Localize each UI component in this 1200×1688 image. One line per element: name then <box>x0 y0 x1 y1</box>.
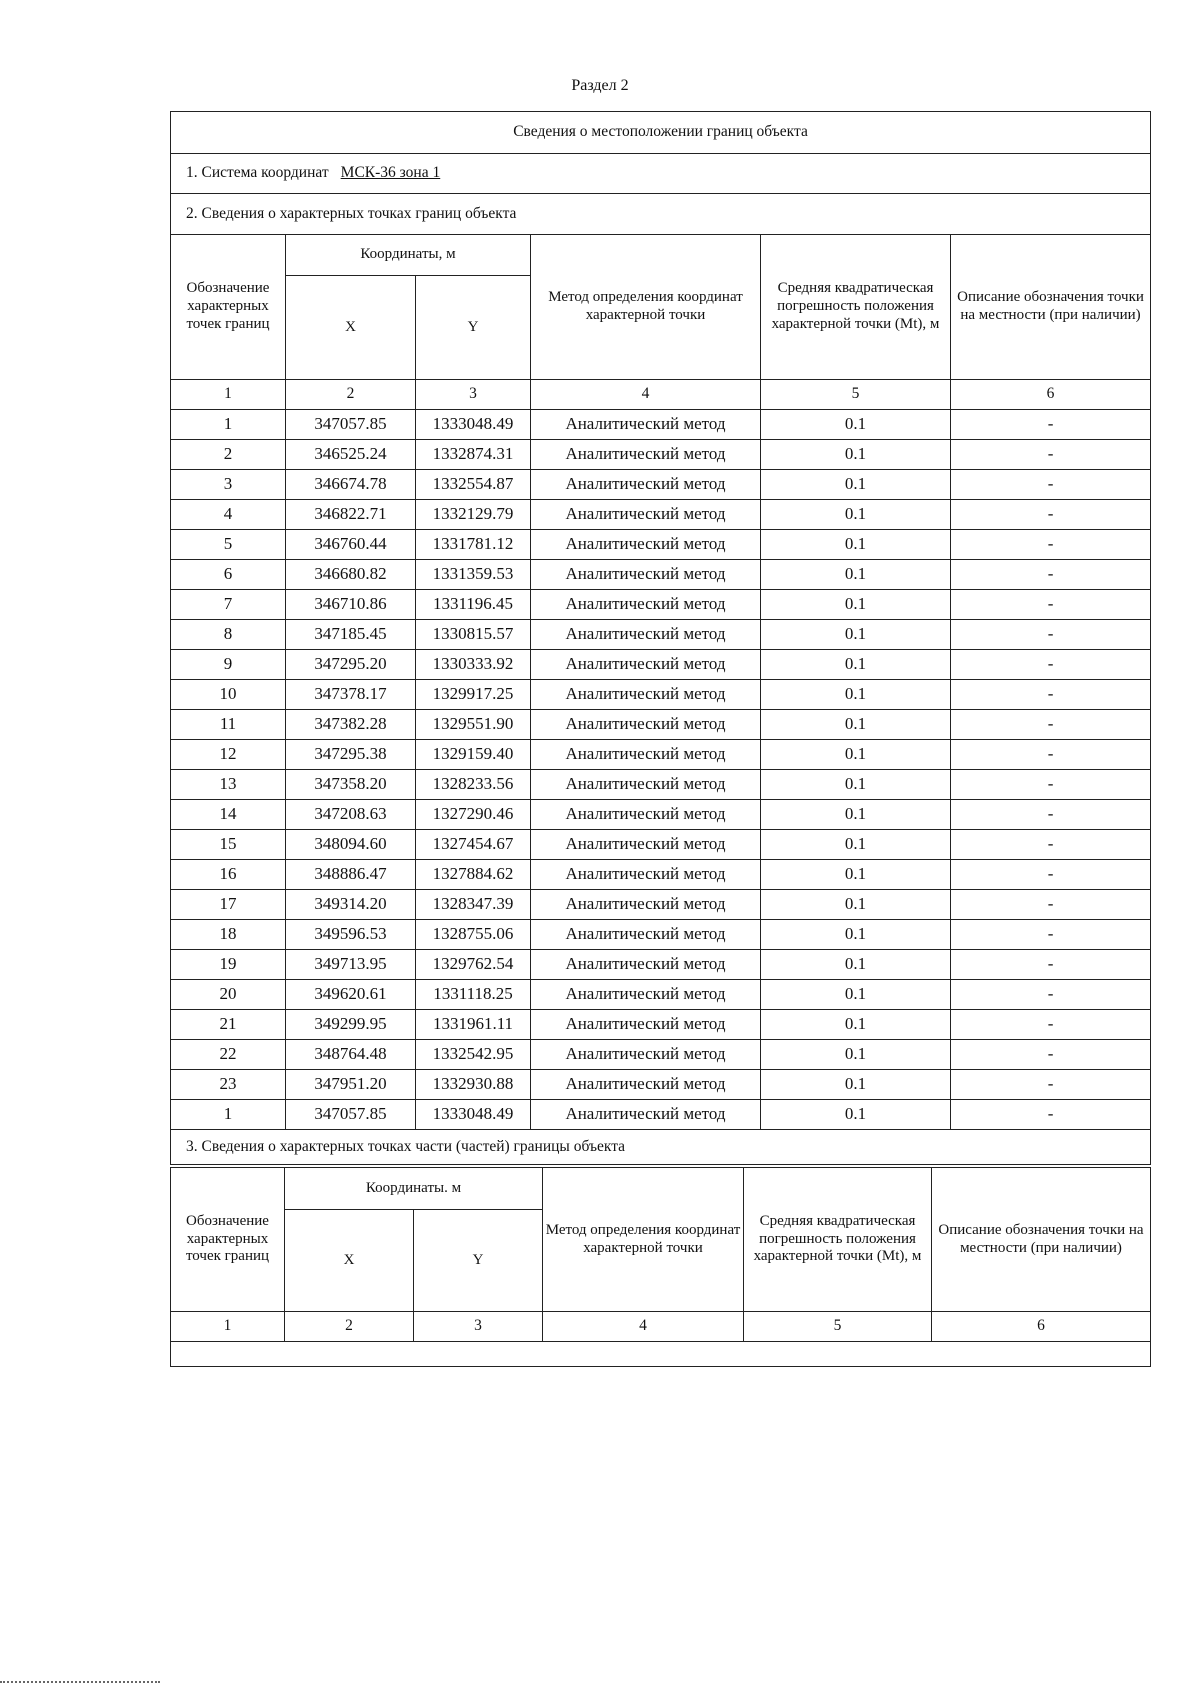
s3-column-number: 5 <box>744 1312 932 1342</box>
row-description: - <box>951 500 1151 530</box>
row-method: Аналитический метод <box>531 500 761 530</box>
table-row <box>171 1070 1151 1100</box>
row-x: 348764.48 <box>286 1040 416 1070</box>
header-description: Описание обозначения точки на местности (при наличии) <box>951 235 1151 380</box>
row-method: Аналитический метод <box>531 560 761 590</box>
row-point: 16 <box>171 860 286 890</box>
row-x: 348886.47 <box>286 860 416 890</box>
row-x: 346710.86 <box>286 590 416 620</box>
row-description: - <box>951 1100 1151 1130</box>
row-x: 346674.78 <box>286 470 416 500</box>
row-description: - <box>951 740 1151 770</box>
row-point: 17 <box>171 890 286 920</box>
row-mt: 0.1 <box>761 980 951 1010</box>
row-description: - <box>951 770 1151 800</box>
row-y: 1333048.49 <box>416 410 531 440</box>
row-y: 1327290.46 <box>416 800 531 830</box>
row-y: 1327454.67 <box>416 830 531 860</box>
row-point: 22 <box>171 1040 286 1070</box>
table-row <box>171 560 1151 590</box>
row-description: - <box>951 890 1151 920</box>
row-mt: 0.1 <box>761 1070 951 1100</box>
row-x: 347295.38 <box>286 740 416 770</box>
row-method: Аналитический метод <box>531 650 761 680</box>
table-row <box>171 680 1151 710</box>
row-point: 12 <box>171 740 286 770</box>
table-row <box>171 590 1151 620</box>
row-x: 349713.95 <box>286 950 416 980</box>
row-description: - <box>951 1070 1151 1100</box>
row-mt: 0.1 <box>761 1100 951 1130</box>
row-description: - <box>951 530 1151 560</box>
row-y: 1328347.39 <box>416 890 531 920</box>
row-mt: 0.1 <box>761 650 951 680</box>
header-point: Обозначение характерных точек границ <box>171 235 286 380</box>
row-method: Аналитический метод <box>531 770 761 800</box>
row-x: 349314.20 <box>286 890 416 920</box>
row-x: 347951.20 <box>286 1070 416 1100</box>
s3-column-number: 4 <box>543 1312 744 1342</box>
row-point: 2 <box>171 440 286 470</box>
row-x: 349299.95 <box>286 1010 416 1040</box>
header-y: Y <box>416 276 531 380</box>
row-y: 1331781.12 <box>416 530 531 560</box>
coordinate-system-row <box>171 154 1151 194</box>
row-point: 14 <box>171 800 286 830</box>
section-title: Сведения о местоположении границ объекта <box>171 112 1151 154</box>
row-method: Аналитический метод <box>531 590 761 620</box>
row-x: 347358.20 <box>286 770 416 800</box>
row-mt: 0.1 <box>761 1040 951 1070</box>
row-description: - <box>951 410 1151 440</box>
row-method: Аналитический метод <box>531 860 761 890</box>
row-point: 15 <box>171 830 286 860</box>
s3-column-number: 3 <box>414 1312 543 1342</box>
table-row <box>171 770 1151 800</box>
column-number: 5 <box>761 380 951 410</box>
row-point: 23 <box>171 1070 286 1100</box>
table-row <box>171 470 1151 500</box>
row-point: 9 <box>171 650 286 680</box>
row-method: Аналитический метод <box>531 830 761 860</box>
row-y: 1331359.53 <box>416 560 531 590</box>
header-coords: Координаты, м <box>286 235 531 276</box>
row-description: - <box>951 860 1151 890</box>
table-row <box>171 1010 1151 1040</box>
coordinate-system-label: 1. Система координат <box>186 164 329 182</box>
row-mt: 0.1 <box>761 830 951 860</box>
s3-header-coords: Координаты. м <box>285 1168 543 1210</box>
row-x: 349596.53 <box>286 920 416 950</box>
row-description: - <box>951 950 1151 980</box>
row-mt: 0.1 <box>761 710 951 740</box>
table-row <box>171 830 1151 860</box>
row-y: 1329159.40 <box>416 740 531 770</box>
row-point: 5 <box>171 530 286 560</box>
header-method: Метод определения координат характерной точки <box>531 235 761 380</box>
row-point: 20 <box>171 980 286 1010</box>
table-row <box>171 440 1151 470</box>
row-mt: 0.1 <box>761 500 951 530</box>
row-x: 346760.44 <box>286 530 416 560</box>
row-point: 11 <box>171 710 286 740</box>
row-x: 347378.17 <box>286 680 416 710</box>
row-mt: 0.1 <box>761 470 951 500</box>
row-method: Аналитический метод <box>531 440 761 470</box>
row-point: 8 <box>171 620 286 650</box>
table-row <box>171 860 1151 890</box>
row-y: 1330815.57 <box>416 620 531 650</box>
row-description: - <box>951 560 1151 590</box>
row-point: 1 <box>171 1100 286 1130</box>
row-point: 13 <box>171 770 286 800</box>
row-description: - <box>951 680 1151 710</box>
row-point: 7 <box>171 590 286 620</box>
row-y: 1332129.79 <box>416 500 531 530</box>
row-mt: 0.1 <box>761 950 951 980</box>
row-method: Аналитический метод <box>531 890 761 920</box>
row-y: 1327884.62 <box>416 860 531 890</box>
row-mt: 0.1 <box>761 920 951 950</box>
s3-column-number: 2 <box>285 1312 414 1342</box>
boundary-table <box>170 111 1151 1165</box>
row-point: 3 <box>171 470 286 500</box>
row-description: - <box>951 650 1151 680</box>
row-method: Аналитический метод <box>531 1010 761 1040</box>
row-mt: 0.1 <box>761 740 951 770</box>
column-number: 4 <box>531 380 761 410</box>
row-x: 347382.28 <box>286 710 416 740</box>
s3-column-number: 6 <box>932 1312 1151 1342</box>
section3-title: 3. Сведения о характерных точках части (частей) границы объекта <box>171 1130 1151 1165</box>
row-description: - <box>951 830 1151 860</box>
s3-empty-row <box>171 1342 1151 1367</box>
row-method: Аналитический метод <box>531 980 761 1010</box>
table-row <box>171 410 1151 440</box>
row-method: Аналитический метод <box>531 710 761 740</box>
row-description: - <box>951 440 1151 470</box>
row-method: Аналитический метод <box>531 1040 761 1070</box>
row-y: 1332542.95 <box>416 1040 531 1070</box>
table-row <box>171 500 1151 530</box>
table-row <box>171 620 1151 650</box>
section2-title: 2. Сведения о характерных точках границ объекта <box>171 194 1151 235</box>
row-mt: 0.1 <box>761 680 951 710</box>
row-method: Аналитический метод <box>531 410 761 440</box>
row-x: 347057.85 <box>286 1100 416 1130</box>
row-point: 10 <box>171 680 286 710</box>
column-number: 3 <box>416 380 531 410</box>
row-y: 1331961.11 <box>416 1010 531 1040</box>
row-mt: 0.1 <box>761 410 951 440</box>
table-row <box>171 890 1151 920</box>
table-row <box>171 1040 1151 1070</box>
row-description: - <box>951 620 1151 650</box>
table-row <box>171 740 1151 770</box>
row-method: Аналитический метод <box>531 740 761 770</box>
row-y: 1333048.49 <box>416 1100 531 1130</box>
row-method: Аналитический метод <box>531 800 761 830</box>
table-row <box>171 920 1151 950</box>
table-row <box>171 950 1151 980</box>
s3-header-point: Обозначение характерных точек границ <box>171 1168 285 1312</box>
row-method: Аналитический метод <box>531 530 761 560</box>
s3-header-y: Y <box>414 1210 543 1312</box>
row-x: 346680.82 <box>286 560 416 590</box>
row-x: 346525.24 <box>286 440 416 470</box>
page-heading: Раздел 2 <box>571 77 629 94</box>
row-description: - <box>951 590 1151 620</box>
row-point: 4 <box>171 500 286 530</box>
table-row <box>171 980 1151 1010</box>
row-mt: 0.1 <box>761 1010 951 1040</box>
row-y: 1332874.31 <box>416 440 531 470</box>
row-y: 1331118.25 <box>416 980 531 1010</box>
row-description: - <box>951 470 1151 500</box>
row-point: 19 <box>171 950 286 980</box>
row-mt: 0.1 <box>761 560 951 590</box>
row-x: 347295.20 <box>286 650 416 680</box>
row-mt: 0.1 <box>761 890 951 920</box>
row-y: 1329762.54 <box>416 950 531 980</box>
s3-column-number: 1 <box>171 1312 285 1342</box>
row-method: Аналитический метод <box>531 920 761 950</box>
s3-header-accuracy: Средняя квадратическая погрешность положения характерной точки (Mt), м <box>744 1168 932 1312</box>
table-row <box>171 650 1151 680</box>
row-point: 21 <box>171 1010 286 1040</box>
scan-edge-line <box>0 1681 160 1684</box>
row-mt: 0.1 <box>761 440 951 470</box>
table-row <box>171 800 1151 830</box>
s3-header-description: Описание обозначения точки на местности (при наличии) <box>932 1168 1151 1312</box>
row-description: - <box>951 800 1151 830</box>
row-mt: 0.1 <box>761 530 951 560</box>
row-point: 18 <box>171 920 286 950</box>
row-method: Аналитический метод <box>531 1100 761 1130</box>
row-y: 1329551.90 <box>416 710 531 740</box>
header-x: X <box>286 276 416 380</box>
row-method: Аналитический метод <box>531 680 761 710</box>
row-mt: 0.1 <box>761 860 951 890</box>
row-mt: 0.1 <box>761 620 951 650</box>
row-method: Аналитический метод <box>531 470 761 500</box>
column-number: 2 <box>286 380 416 410</box>
row-y: 1332554.87 <box>416 470 531 500</box>
row-method: Аналитический метод <box>531 620 761 650</box>
row-y: 1331196.45 <box>416 590 531 620</box>
row-x: 348094.60 <box>286 830 416 860</box>
row-method: Аналитический метод <box>531 950 761 980</box>
coordinate-system-value: МСК-36 зона 1 <box>340 164 441 182</box>
row-y: 1332930.88 <box>416 1070 531 1100</box>
row-x: 349620.61 <box>286 980 416 1010</box>
row-mt: 0.1 <box>761 800 951 830</box>
row-description: - <box>951 1010 1151 1040</box>
section3-table <box>170 1167 1151 1367</box>
row-description: - <box>951 920 1151 950</box>
row-y: 1328755.06 <box>416 920 531 950</box>
row-description: - <box>951 710 1151 740</box>
row-description: - <box>951 1040 1151 1070</box>
row-y: 1329917.25 <box>416 680 531 710</box>
row-mt: 0.1 <box>761 770 951 800</box>
column-number: 6 <box>951 380 1151 410</box>
row-description: - <box>951 980 1151 1010</box>
s3-header-x: X <box>285 1210 414 1312</box>
table-row <box>171 530 1151 560</box>
s3-header-method: Метод определения координат характерной точки <box>543 1168 744 1312</box>
row-mt: 0.1 <box>761 590 951 620</box>
row-x: 347057.85 <box>286 410 416 440</box>
row-point: 6 <box>171 560 286 590</box>
section2-rows <box>171 410 1151 1130</box>
column-number: 1 <box>171 380 286 410</box>
row-x: 346822.71 <box>286 500 416 530</box>
table-row <box>171 710 1151 740</box>
row-y: 1330333.92 <box>416 650 531 680</box>
table-row <box>171 1100 1151 1130</box>
row-method: Аналитический метод <box>531 1070 761 1100</box>
header-accuracy: Средняя квадратическая погрешность положения характерной точки (Mt), м <box>761 235 951 380</box>
row-x: 347185.45 <box>286 620 416 650</box>
row-y: 1328233.56 <box>416 770 531 800</box>
row-point: 1 <box>171 410 286 440</box>
row-x: 347208.63 <box>286 800 416 830</box>
